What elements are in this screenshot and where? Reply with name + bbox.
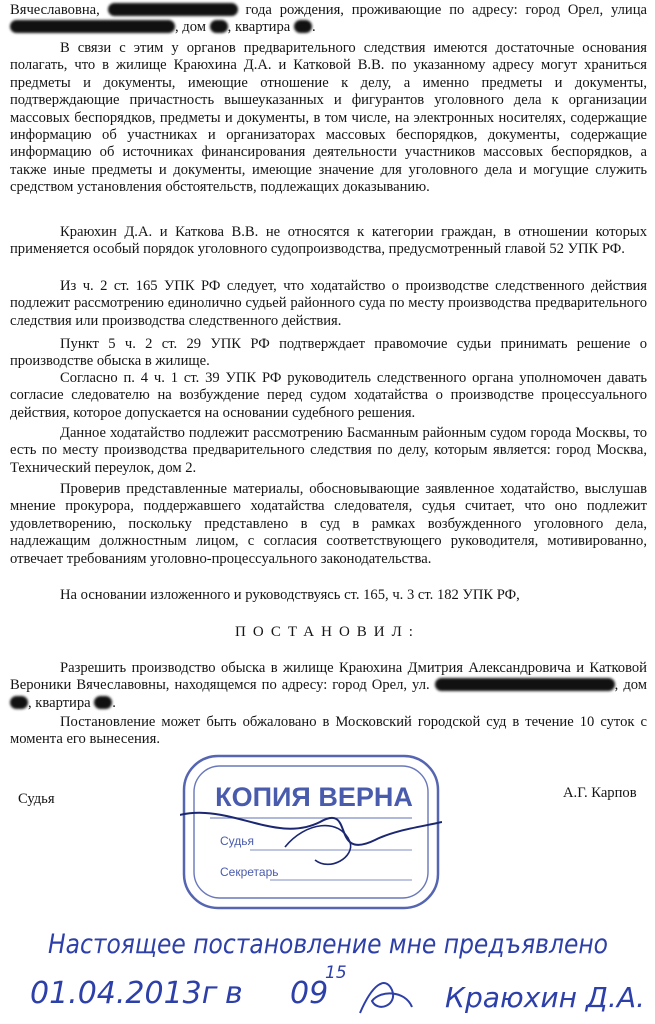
text: , квартира — [227, 19, 291, 36]
handwritten-hour: 09 — [290, 976, 329, 1011]
text: Вячеславовна, — [10, 2, 100, 18]
judge-label: Судья — [18, 791, 55, 807]
handwritten-date: 01.04.2013г — [30, 976, 218, 1011]
handwritten-line-1: Настоящее постановление мне предъявлено — [48, 929, 608, 960]
paragraph-special-procedure: Краюхин Д.А. и Каткова В.В. не относятся к категории граждан, в отношении которых применяется особый порядок уголовного судопроизводства, предусмотренный главой 52 УПК РФ. — [10, 224, 647, 258]
judge-name: А.Г. Карпов — [563, 785, 637, 801]
text: , дом — [175, 19, 206, 36]
paragraph-appeal: Постановление может быть обжаловано в Московский городской суд в течение 10 суток с момента его вынесения. — [10, 714, 647, 748]
text: . — [311, 19, 316, 36]
paragraph-review: Проверив представленные материалы, обосновывающие заявленное ходатайство, выслушав мнение прокурора, поддержавшего ходатайства следователя, судья считает, что оно подлежит удовлетворению, поскольку представлено в суд в рамках возбужденного уголовного дела, надлежащим должностным лицом, с согласия соответствующего руководителя, мотивированно, отвечает требованиям уголовно-процессуального законодательства. — [10, 481, 647, 567]
handwritten-initials — [360, 983, 412, 1013]
copy-certified-stamp — [180, 752, 442, 912]
stamp-title: КОПИЯ ВЕРНА — [215, 782, 413, 812]
paragraph-ruling — [10, 660, 647, 712]
redacted-street — [10, 20, 175, 33]
text: , квартира — [28, 694, 91, 711]
ruling-heading: ПОСТАНОВИЛ: — [235, 624, 420, 640]
paragraph-basmanny-court: Данное ходатайство подлежит рассмотрению Басманным районным судом города Москвы, то есть по месту производства предварительного следствия по делу, которым является: город Москва, Технический переулок, дом 2. — [10, 425, 647, 476]
paragraph-article-39: Согласно п. 4 ч. 1 ст. 39 УПК РФ руководитель следственного органа уполномочен давать согласие следователю на возбуждение перед судом ходатайства о производстве процессуального действия, которое допускается на основании судебного решения. — [10, 370, 647, 421]
judge-signature-flourish — [285, 826, 351, 865]
stamp-secretary-label: Секретарь — [220, 865, 279, 879]
text: года рождения, проживающие по адресу: город Орел, улица — [245, 2, 647, 18]
paragraph-article-29: Пункт 5 ч. 2 ст. 29 УПК РФ подтверждает правомочие судьи принимать решение о производстве обыска в жилище. — [10, 336, 647, 370]
stamp-judge-label: Судья — [220, 834, 255, 848]
redacted-flat — [94, 696, 112, 709]
redacted-flat — [294, 20, 312, 33]
handwritten-name: Краюхин Д.А. — [445, 981, 645, 1014]
text: . — [112, 694, 116, 711]
redacted-house — [10, 696, 28, 709]
paragraph-basis: На основании изложенного и руководствуясь ст. 165, ч. 3 ст. 182 УПК РФ, — [60, 587, 520, 603]
paragraph-address — [10, 2, 647, 37]
redacted-street — [435, 678, 615, 691]
text: Разрешить производство обыска в жилище Краюхина Дмитрия Александровича и Катковой Вероники Вячеславовны, находящемся по адресу: город Орел, ул. — [10, 660, 647, 694]
paragraph-article-165: Из ч. 2 ст. 165 УПК РФ следует, что ходатайство о производстве следственного действия подлежит рассмотрению единолично судьей районного суда по месту производства предварительного следствия или производства следственного действия. — [10, 278, 647, 329]
redacted-house — [210, 20, 228, 33]
text: , дом — [614, 677, 647, 694]
handwritten-acknowledgment — [0, 895, 655, 1024]
redacted-birth-year — [108, 3, 238, 16]
paragraph-grounds: В связи с этим у органов предварительного следствия имеются достаточные основания полагать, что в жилище Краюхина Д.А. и Катковой В.В. по указанному адресу могут храниться предметы и документы, имеющие отношение к делу, а именно предметы и документы, подтверждающие причастность вышеуказанных и фигурантов уголовного дела к организации массовых беспорядков, предметы и документы, в том числе, на электронных носителях, содержащие информацию об участниках и организаторах массовых беспорядков, документы, содержащие информацию об источниках финансирования деятельности участников массовых беспорядков, а также иные предметы и документы, имеющие значение для уголовного дела и могущие служить средством установления обстоятельств, подлежащих доказыванию. — [10, 40, 647, 196]
handwritten-minutes: 15 — [325, 963, 347, 983]
handwritten-word-in: в — [225, 976, 243, 1011]
